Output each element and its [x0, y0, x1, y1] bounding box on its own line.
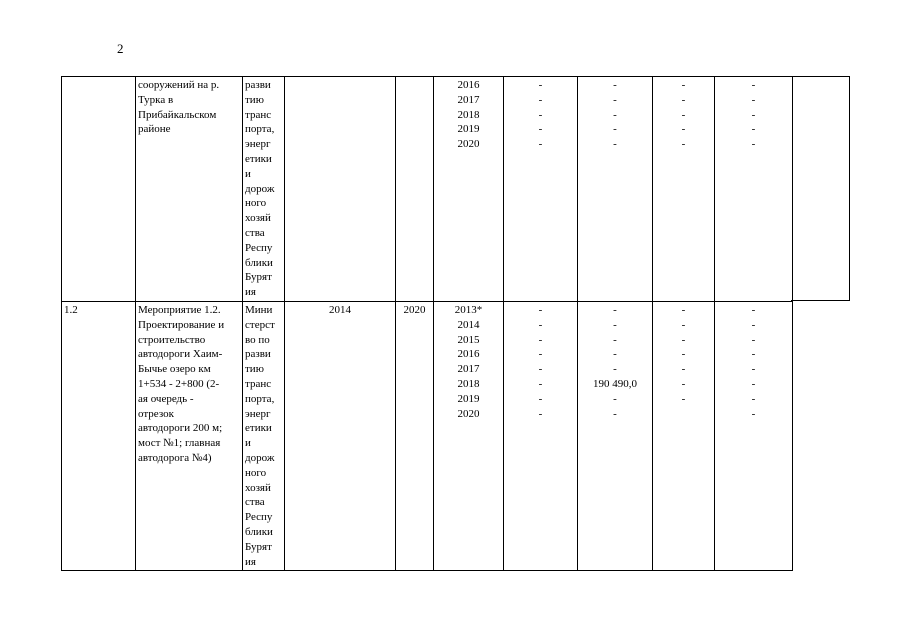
value-col3-cell-line: - [681, 318, 686, 331]
executor-cell-line: ства [245, 496, 265, 509]
year-list-cell-line: 2017 [457, 93, 480, 106]
year-list-cell-line: 2013* [454, 303, 483, 316]
end-year-cell: 2020 [396, 301, 434, 570]
executor-cell-line: тию [245, 363, 264, 376]
value-col2-cell-line: - [613, 303, 617, 316]
start-year-cell [285, 77, 396, 302]
value-col4-cell-line: - [751, 377, 756, 390]
activity-name-cell-line: мост №1; главная [138, 437, 221, 450]
executor-cell-line: хозяй [245, 212, 271, 225]
page-number: 2 [117, 41, 124, 56]
table-row [62, 301, 793, 570]
year-list-cell-line: 2017 [457, 363, 480, 376]
activity-name-cell-line: автодороги Хаим- [138, 348, 223, 361]
year-list-cell-line: 2018 [457, 108, 480, 121]
activity-name-cell-line: строительство [138, 333, 206, 346]
executor-cell-line: Респу [245, 511, 273, 524]
value-col4-cell-line: - [751, 138, 756, 151]
value-col1-cell-line: - [538, 93, 543, 106]
value-col3-cell-line: - [681, 123, 686, 136]
activity-name-cell-line: автодорога №4) [138, 451, 212, 464]
value-col1-cell-line: - [538, 318, 543, 331]
executor-cell-line: блики [245, 525, 273, 538]
executor-cell-line: стерст [245, 318, 275, 331]
executor-cell-line: разви [245, 79, 271, 91]
value-col4-cell [715, 77, 793, 302]
value-col3-cell-line: - [681, 138, 686, 151]
value-col3-cell [653, 77, 715, 302]
value-col4-cell-line: - [751, 93, 756, 106]
activity-name-cell-line: Турка в [138, 93, 174, 106]
executor-cell-line: ия [245, 555, 256, 568]
executor-cell-line: порта, [245, 123, 275, 136]
value-col3-cell-line: - [681, 333, 686, 346]
executor-cell-line: энерг [245, 407, 271, 420]
executor-cell-line: Мини [245, 303, 273, 316]
start-year-cell: 2014 [285, 301, 396, 570]
value-col2-cell-line: - [613, 79, 617, 91]
executor-cell-line: транс [245, 108, 272, 121]
value-col4-cell-line: - [751, 333, 756, 346]
year-list-cell-line: 2020 [457, 138, 480, 151]
value-col1-cell-line: - [538, 303, 543, 316]
value-col1-cell-line: - [538, 79, 543, 91]
value-col4-cell-line: - [751, 79, 756, 91]
activity-name-cell-line: 1+534 - 2+800 (2- [138, 377, 220, 390]
value-col1-cell-line: - [538, 407, 543, 420]
year-list-cell-line: 2016 [457, 348, 480, 361]
value-col2-cell-line: - [613, 93, 617, 106]
executor-cell-line: ного [245, 197, 267, 210]
executor-cell-line: ного [245, 466, 267, 479]
year-list-cell-line: 2019 [457, 392, 480, 405]
value-col1-cell-line: - [538, 138, 543, 151]
executor-cell-line: во по [245, 333, 270, 346]
table-row [62, 77, 793, 302]
executor-cell-line: Респу [245, 241, 273, 254]
value-col2-cell-line: - [613, 348, 617, 361]
executor-cell-line: блики [245, 256, 273, 269]
value-col3-cell-line: - [681, 93, 686, 106]
value-col3-cell-line [655, 407, 712, 422]
executor-cell-line: разви [245, 348, 271, 361]
value-col2-cell-line: - [613, 363, 617, 376]
value-col4-cell-line: - [751, 363, 756, 376]
value-col1-cell-line: - [538, 377, 543, 390]
value-col2-cell-line: - [613, 108, 617, 121]
value-col2-cell-line: 190 490,0 [593, 377, 637, 390]
activity-name-cell-line: автодороги 200 м; [138, 422, 223, 435]
activity-name-cell-line: Бычье озеро км [138, 363, 211, 376]
activity-name-cell-line: отрезок [138, 407, 174, 420]
executor-cell-line: транс [245, 377, 272, 390]
activity-name-cell-line: Прибайкальском [138, 108, 217, 121]
executor-cell-line: порта, [245, 392, 275, 405]
year-list-cell-line: 2014 [457, 318, 480, 331]
value-col1-cell-line: - [538, 392, 543, 405]
value-col4-cell-line: - [751, 108, 756, 121]
row-number-cell: 1.2 [62, 301, 136, 570]
value-col2-cell-line: - [613, 123, 617, 136]
year-list-cell-line: 2019 [457, 123, 480, 136]
executor-cell-line: ия [245, 286, 256, 299]
executor-cell-line: энерг [245, 138, 271, 151]
extra-column-cell [791, 76, 850, 301]
activity-name-cell-line: Проектирование и [138, 318, 225, 331]
row-number-cell [62, 77, 136, 302]
value-col2-cell-line: - [613, 138, 617, 151]
executor-cell-line: ства [245, 226, 265, 239]
value-col3-cell-line: - [681, 363, 686, 376]
activity-name-cell-line: Мероприятие 1.2. [138, 303, 221, 316]
value-col3-cell-line: - [681, 377, 686, 390]
executor-cell [243, 301, 285, 570]
year-list-cell [434, 301, 504, 570]
executor-cell [243, 77, 285, 302]
program-table [61, 76, 793, 571]
value-col3-cell-line: - [681, 348, 686, 361]
value-col1-cell-line: - [538, 363, 543, 376]
executor-cell-line: и [245, 437, 251, 450]
value-col3-cell-line: - [681, 79, 686, 91]
value-col2-cell-line: - [613, 318, 617, 331]
value-col3-cell-line: - [681, 108, 686, 121]
year-list-cell-line: 2018 [457, 377, 480, 390]
value-col1-cell-line: - [538, 348, 543, 361]
value-col3-cell-line: - [681, 303, 686, 316]
value-col4-cell-line: - [751, 123, 756, 136]
value-col4-cell [715, 301, 793, 570]
year-list-cell-line: 2016 [457, 79, 480, 91]
end-year-cell [396, 77, 434, 302]
executor-cell-line: дорож [245, 451, 275, 464]
value-col1-cell-line: - [538, 123, 543, 136]
activity-name-cell [136, 301, 243, 570]
executor-cell-line: Бурят [245, 271, 272, 284]
executor-cell-line: дорож [245, 182, 275, 195]
value-col1-cell [504, 77, 578, 302]
activity-name-cell-line: ая очередь - [138, 392, 194, 405]
value-col2-cell-line: - [613, 407, 617, 420]
value-col4-cell-line: - [751, 407, 756, 420]
executor-cell-line: Бурят [245, 540, 272, 553]
activity-name-cell-line: районе [138, 123, 171, 136]
year-list-cell [434, 77, 504, 302]
activity-name-cell [136, 77, 243, 302]
value-col4-cell-line: - [751, 392, 756, 405]
activity-name-cell-line: сооружений на р. [138, 79, 220, 91]
value-col2-cell-line: - [613, 392, 617, 405]
value-col4-cell-line: - [751, 303, 756, 316]
executor-cell-line: етики [245, 422, 272, 435]
executor-cell-line: и [245, 167, 251, 180]
value-col1-cell [504, 301, 578, 570]
value-col3-cell-line: - [681, 392, 686, 405]
value-col2-cell [578, 301, 653, 570]
value-col4-cell-line: - [751, 348, 756, 361]
executor-cell-line: тию [245, 93, 264, 106]
value-col1-cell-line: - [538, 333, 543, 346]
value-col4-cell-line: - [751, 318, 756, 331]
value-col3-cell [653, 301, 715, 570]
value-col1-cell-line: - [538, 108, 543, 121]
executor-cell-line: етики [245, 152, 272, 165]
value-col2-cell-line: - [613, 333, 617, 346]
year-list-cell-line: 2015 [457, 333, 480, 346]
value-col2-cell [578, 77, 653, 302]
executor-cell-line: хозяй [245, 481, 271, 494]
year-list-cell-line: 2020 [457, 407, 480, 420]
